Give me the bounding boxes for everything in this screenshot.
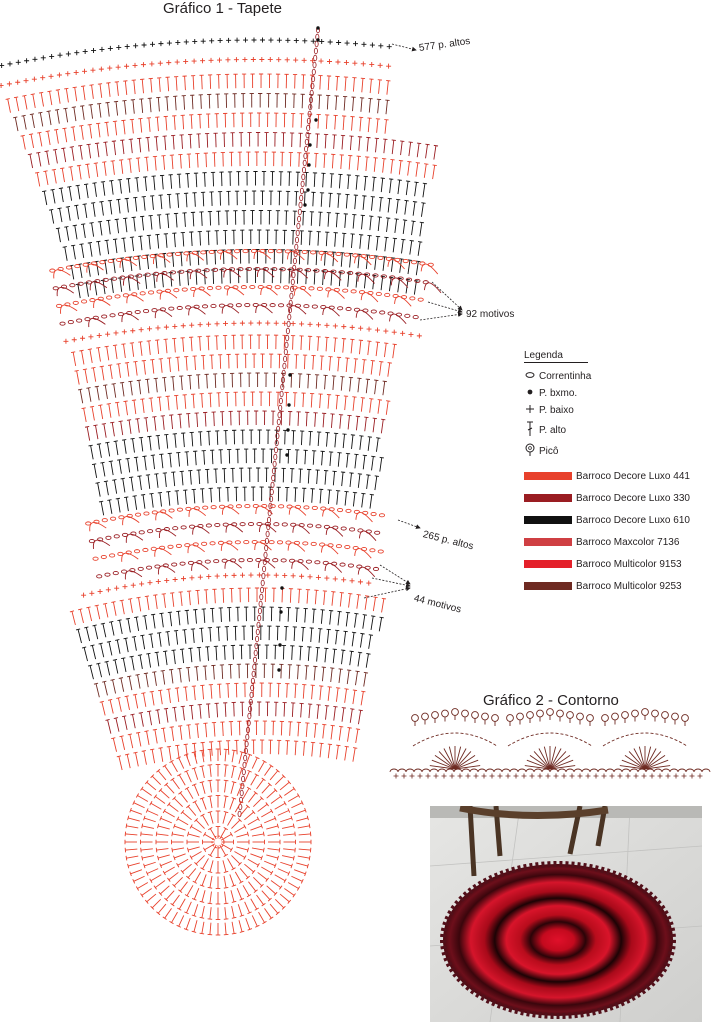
legend-color-item: [524, 509, 704, 531]
color-label: Barroco Multicolor 9153: [576, 558, 682, 570]
legend-label: Picô: [539, 445, 559, 457]
legend-label: P. alto: [539, 424, 567, 436]
slip-stitch-icon: [524, 388, 536, 399]
legend-color-item: [524, 487, 704, 509]
stitch-row: [92, 449, 384, 478]
color-swatch: [524, 472, 572, 480]
border-motif: [412, 709, 499, 769]
stitch-row: [88, 645, 371, 679]
chart-annotation-arrows: [364, 44, 462, 598]
legend-label: P. bxmo.: [539, 388, 578, 399]
legend-item-double-crochet: [524, 419, 704, 441]
center-ring: [172, 796, 265, 889]
stitch-row: [50, 249, 438, 278]
chart1-stitch-rows: [0, 26, 441, 817]
stitch-row: [0, 57, 391, 88]
legend: [524, 350, 704, 597]
center-ring: [187, 811, 249, 873]
stitch-row: [89, 430, 381, 459]
legend-item-slip-stitch: [524, 385, 704, 402]
legend-label: Correntinha: [539, 371, 592, 382]
row-start-chains: [238, 27, 320, 817]
color-label: Barroco Decore Luxo 441: [576, 470, 690, 482]
legend-item-single-crochet: [524, 402, 704, 419]
color-label: Barroco Maxcolor 7136: [576, 536, 680, 548]
stitch-row: [96, 468, 379, 497]
stitch-row: [82, 392, 391, 422]
color-label: Barroco Decore Luxo 330: [576, 492, 690, 504]
stitch-row: [56, 211, 424, 243]
stitch-row: [93, 540, 383, 561]
annotation-265-stitches: 265 p. altos: [421, 529, 475, 553]
stitch-row: [97, 558, 379, 579]
stitch-row: [57, 285, 424, 313]
single-crochet-icon: [524, 404, 536, 417]
color-swatch: [524, 538, 572, 546]
stitch-row: [49, 191, 425, 224]
color-label: Barroco Multicolor 9253: [576, 580, 682, 592]
stitch-row: [60, 303, 418, 327]
legend-title: Legenda: [524, 350, 588, 363]
stitch-row: [71, 335, 397, 366]
border-motif: [602, 709, 689, 769]
annotation-44-motifs: 44 motivos: [412, 593, 463, 616]
chart2-title: Gráfico 2 - Contorno: [483, 692, 619, 709]
stitch-row: [111, 721, 360, 752]
stitch-row: [28, 133, 438, 168]
stitch-row: [85, 411, 385, 441]
stitch-row: [76, 607, 384, 643]
stitch-row: [78, 373, 387, 403]
chain-icon: [524, 371, 536, 382]
slip-stitch-dots: [277, 26, 319, 671]
chart1-title: Gráfico 1 - Tapete: [163, 0, 282, 17]
border-motif: [507, 709, 594, 769]
stitch-row: [94, 664, 368, 697]
color-swatch: [524, 582, 572, 590]
stitch-row: [13, 94, 389, 132]
color-swatch: [524, 560, 572, 568]
annotation-92-motifs: 92 motivos: [466, 309, 515, 320]
legend-color-item: [524, 575, 704, 597]
stitch-row: [75, 354, 392, 385]
stitch-row: [35, 152, 437, 186]
color-swatch: [524, 516, 572, 524]
rug-photo: [430, 806, 702, 1022]
stitch-row: [89, 522, 379, 549]
color-label: Barroco Decore Luxo 610: [576, 514, 690, 526]
stitch-row: [42, 172, 427, 205]
legend-color-item: [524, 553, 704, 575]
picot-icon: [524, 443, 536, 460]
stitch-row: [82, 626, 373, 661]
stitch-row: [6, 74, 391, 113]
center-ring: [125, 749, 311, 935]
legend-item-picot: [524, 441, 704, 461]
center-ring: [203, 827, 234, 858]
stitch-row: [81, 573, 371, 598]
legend-color-item: [524, 531, 704, 553]
annotation-577-stitches: 577 p. altos: [418, 35, 471, 54]
stitch-row: [86, 504, 385, 531]
stitch-row: [0, 38, 392, 70]
legend-label: P. baixo: [539, 405, 574, 416]
stitch-row: [63, 321, 421, 344]
legend-item-chain: [524, 368, 704, 385]
color-swatch: [524, 494, 572, 502]
chart1-center-circle: [125, 749, 311, 935]
stitch-row: [63, 230, 423, 261]
double-crochet-icon: [524, 421, 536, 440]
legend-color-item: [524, 465, 704, 487]
stitch-row: [117, 740, 357, 770]
chart2-border-pattern: [390, 709, 710, 779]
